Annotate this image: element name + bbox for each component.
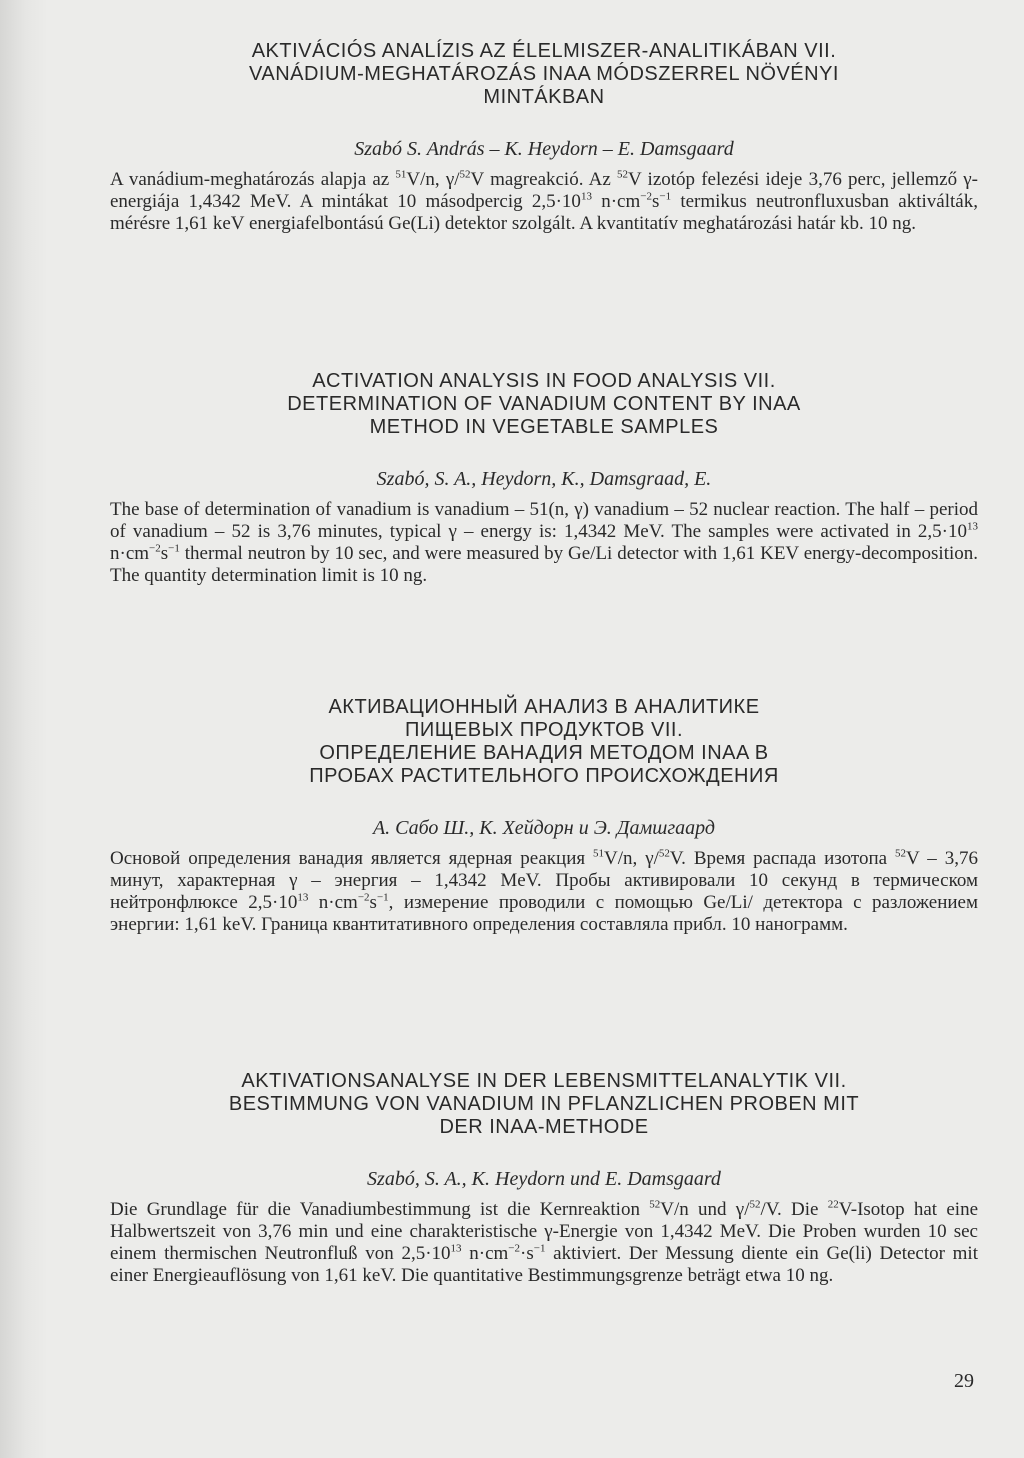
- title-line: DER INAA-METHODE: [439, 1116, 649, 1138]
- scan-edge-shadow: [0, 0, 48, 1458]
- page-number: 29: [954, 1370, 974, 1392]
- abstract-section-english: [110, 370, 978, 587]
- title-line: АКТИВАЦИОННЫЙ АНАЛИЗ В АНАЛИТИКЕ: [328, 696, 760, 718]
- title-line: BESTIMMUNG VON VANADIUM IN PFLANZLICHEN PROBEN MIT: [228, 1093, 860, 1115]
- title-line: ОПРЕДЕЛЕНИЕ ВАНАДИЯ МЕТОДОМ INAA В: [319, 742, 769, 764]
- title-line: AKTIVATIONSANALYSE IN DER LEBENSMITTELANALYTIK VII.: [241, 1070, 847, 1092]
- authors: А. Сабо Ш., К. Хейдорн и Э. Дамшгаард: [372, 817, 716, 839]
- abstract-text: A vanádium-meghatározás alapja az $^{51}$V/n, γ/$^{52}$V magreakció. Az $^{52}$V izotóp felezési ideje 3,76 perc, jellemző γ-energiája 1,4342 MeV. A mintákat 10 másodpercig $2,5\cdot 10^{13}$ $n\cdot cm^{-2}s^{-1}$ termikus neutronfluxusban aktiválták, mérésre 1,61 keV energiafelbontású Ge(Li) detektor szolgált. A kvantitatív meghatározási határ kb. 10 ng.: [110, 168, 978, 234]
- abstract-text: Основой определения ванадия является ядерная реакция $^{51}$V/n, γ/$^{52}$V. Время распада изотопа $^{52}$V – 3,76 минут, характерная γ – энергия – 1,4342 MeV. Пробы активировали 10 секунд в термическом нейтронфлюксе $2,5\cdot 10^{13}$ $n\cdot cm^{-2}s^{-1}$, измерение проводили с помощью Ge/Li/ детектора с разложением энергии: 1,61 keV. Граница квантитативного определения составляла прибл. 10 нанограмм.: [110, 847, 978, 935]
- title-line: ПИЩЕВЫХ ПРОДУКТОВ VII.: [404, 719, 684, 741]
- title-line: VANÁDIUM-MEGHATÁROZÁS INAA MÓDSZERREL NÖVÉNYI: [249, 63, 839, 85]
- section-title: [110, 370, 978, 439]
- authors: Szabó, S. A., K. Heydorn und E. Damsgaard: [367, 1168, 721, 1190]
- title-line: MINTÁKBAN: [483, 86, 605, 108]
- title-line: METHOD IN VEGETABLE SAMPLES: [369, 416, 719, 438]
- title-line: DETERMINATION OF VANADIUM CONTENT BY INAA: [287, 393, 801, 415]
- title-line: ACTIVATION ANALYSIS IN FOOD ANALYSIS VII.: [312, 370, 776, 392]
- abstract-text: The base of determination of vanadium is vanadium – 51(n, γ) vanadium – 52 nuclear reaction. The half – period of vanadium – 52 is 3,76 minutes, typical γ – energy is: 1,4342 MeV. The samples were activated in $2,5\cdot 10^{13}$ $n\cdot cm^{-2}s^{-1}$ thermal neutron by 10 sec, and were measured by Ge/Li detector with 1,61 KEV energy-decomposition. The quantity determination limit is 10 ng.: [110, 499, 978, 586]
- section-title: [110, 696, 978, 788]
- abstract-section-german: [110, 1070, 978, 1287]
- section-title: [110, 1070, 978, 1139]
- abstract-text: Die Grundlage für die Vanadiumbestimmung ist die Kernreaktion $^{52}$V/n und γ/$^{52}$/V. Die $^{22}$V-Isotop hat eine Halbwertszeit von 3,76 min und eine charakteristische γ-Energie von 1,4342 MeV. Die Proben wurden 10 sec einem thermischen Neutronfluß von $2,5\cdot 10^{13}$ $n\cdot cm^{-2}\cdot s^{-1}$ aktiviert. Der Messung diente ein Ge(li) Detector mit einer Energieauflösung von 1,61 keV. Die quantitative Bestimmungsgrenze beträgt etwa 10 ng.: [110, 1198, 978, 1286]
- section-title: [110, 40, 978, 109]
- abstract-section-hungarian: [110, 40, 978, 235]
- title-line: AKTIVÁCIÓS ANALÍZIS AZ ÉLELMISZER-ANALITIKÁBAN VII.: [251, 40, 837, 62]
- title-line: ПРОБАХ РАСТИТЕЛЬНОГО ПРОИСХОЖДЕНИЯ: [309, 765, 779, 787]
- abstract-section-russian: [110, 696, 978, 936]
- authors: Szabó S. András – K. Heydorn – E. Damsgaard: [354, 138, 734, 160]
- authors: Szabó, S. A., Heydorn, K., Damsgraad, E.: [376, 468, 712, 490]
